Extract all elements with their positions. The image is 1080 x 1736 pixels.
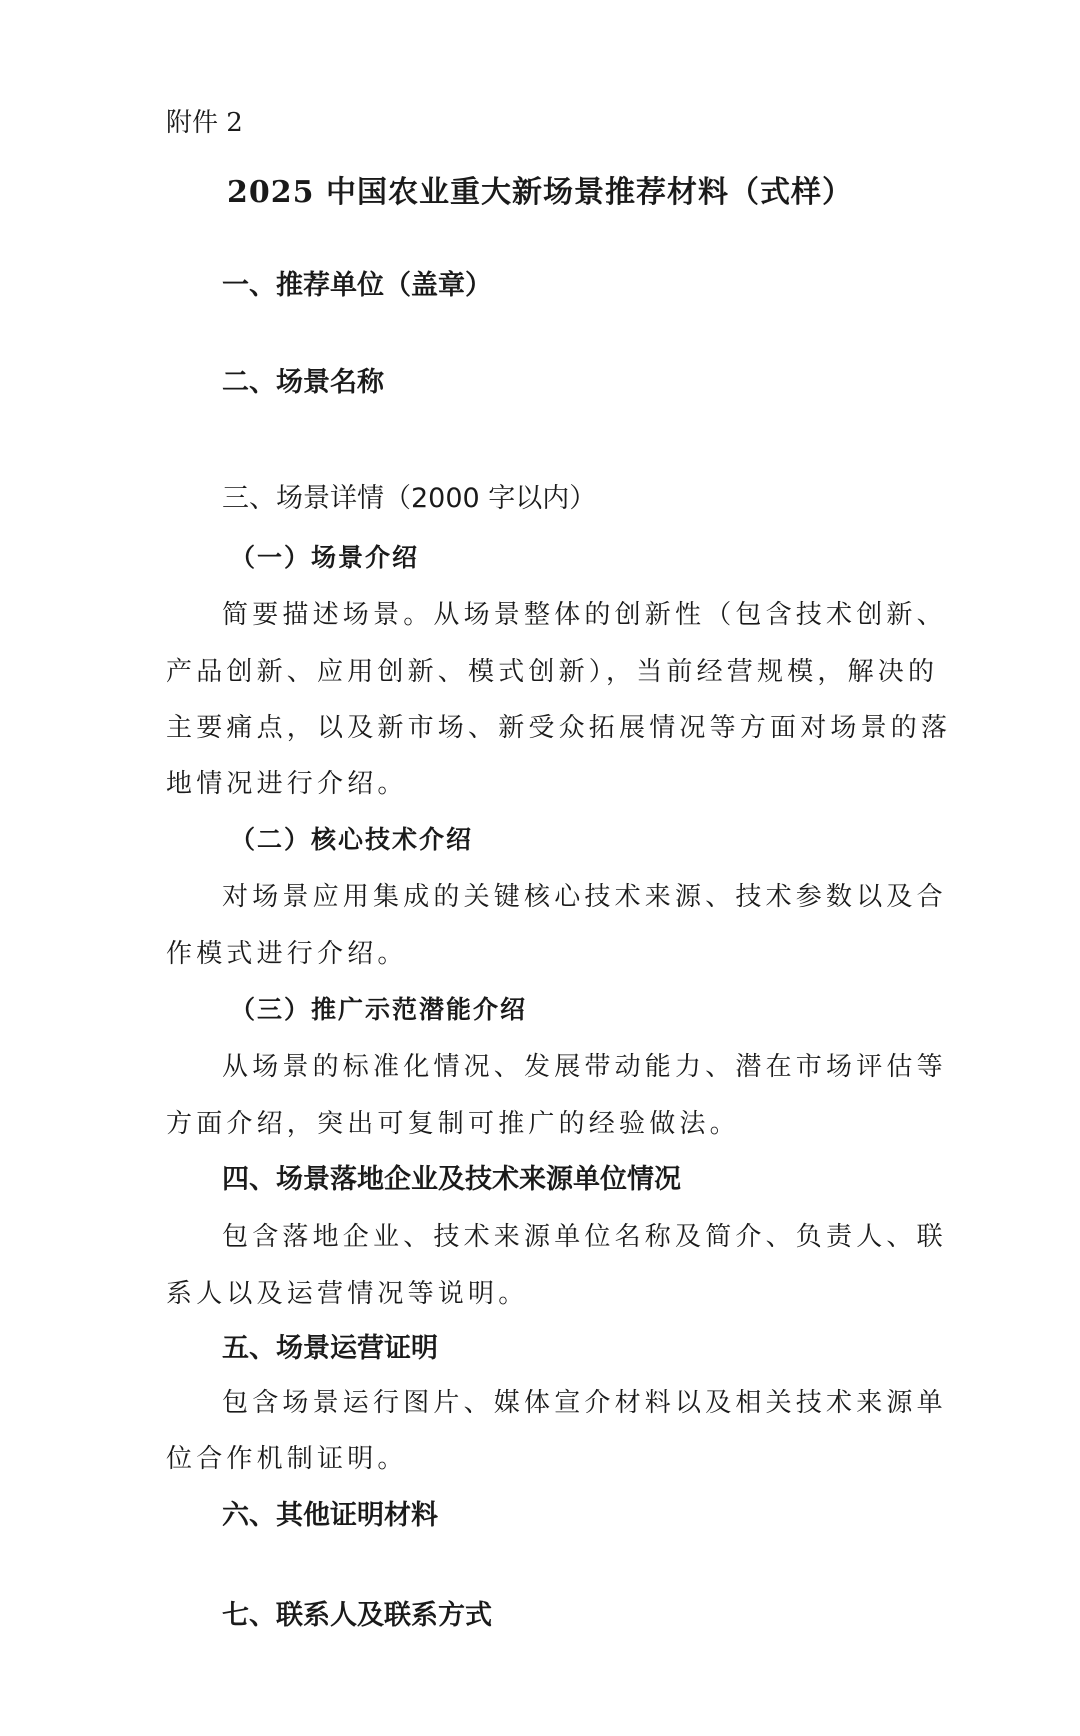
- subsection-heading-3-1: （一）场景介绍: [230, 543, 420, 572]
- paragraph-line: 简要描述场景。从场景整体的创新性（包含技术创新、: [222, 600, 947, 630]
- paragraph-line: 包含落地企业、技术来源单位名称及简介、负责人、联: [222, 1222, 947, 1252]
- paragraph-line: 位合作机制证明。: [166, 1444, 408, 1474]
- document-title: 2025 中国农业重大新场景推荐材料（式样）: [227, 175, 853, 210]
- attachment-label: 附件 2: [166, 108, 243, 138]
- section-heading-6: 六、其他证明材料: [222, 1500, 438, 1531]
- paragraph-line: 系人以及运营情况等说明。: [166, 1279, 529, 1309]
- subsection-heading-3-3: （三）推广示范潜能介绍: [230, 995, 528, 1024]
- subsection-heading-3-2: （二）核心技术介绍: [230, 825, 474, 854]
- section-heading-7: 七、联系人及联系方式: [222, 1600, 492, 1631]
- section-heading-5: 五、场景运营证明: [222, 1333, 438, 1364]
- paragraph-line: 对场景应用集成的关键核心技术来源、技术参数以及合: [222, 882, 947, 912]
- paragraph-line: 包含场景运行图片、媒体宣介材料以及相关技术来源单: [222, 1388, 947, 1418]
- paragraph-line: 主要痛点，以及新市场、新受众拓展情况等方面对场景的落: [166, 713, 952, 743]
- paragraph-line: 产品创新、应用创新、模式创新），当前经营规模，解决的: [166, 657, 939, 687]
- paragraph-line: 地情况进行介绍。: [166, 769, 408, 799]
- paragraph-line: 从场景的标准化情况、发展带动能力、潜在市场评估等: [222, 1052, 947, 1082]
- paragraph-line: 作模式进行介绍。: [166, 939, 408, 969]
- section-heading-4: 四、场景落地企业及技术来源单位情况: [222, 1164, 681, 1195]
- section-heading-1: 一、推荐单位（盖章）: [222, 270, 492, 301]
- paragraph-line: 方面介绍，突出可复制可推广的经验做法。: [166, 1109, 740, 1139]
- section-heading-2: 二、场景名称: [222, 367, 384, 398]
- section-heading-3: 三、场景详情（2000 字以内）: [222, 483, 597, 514]
